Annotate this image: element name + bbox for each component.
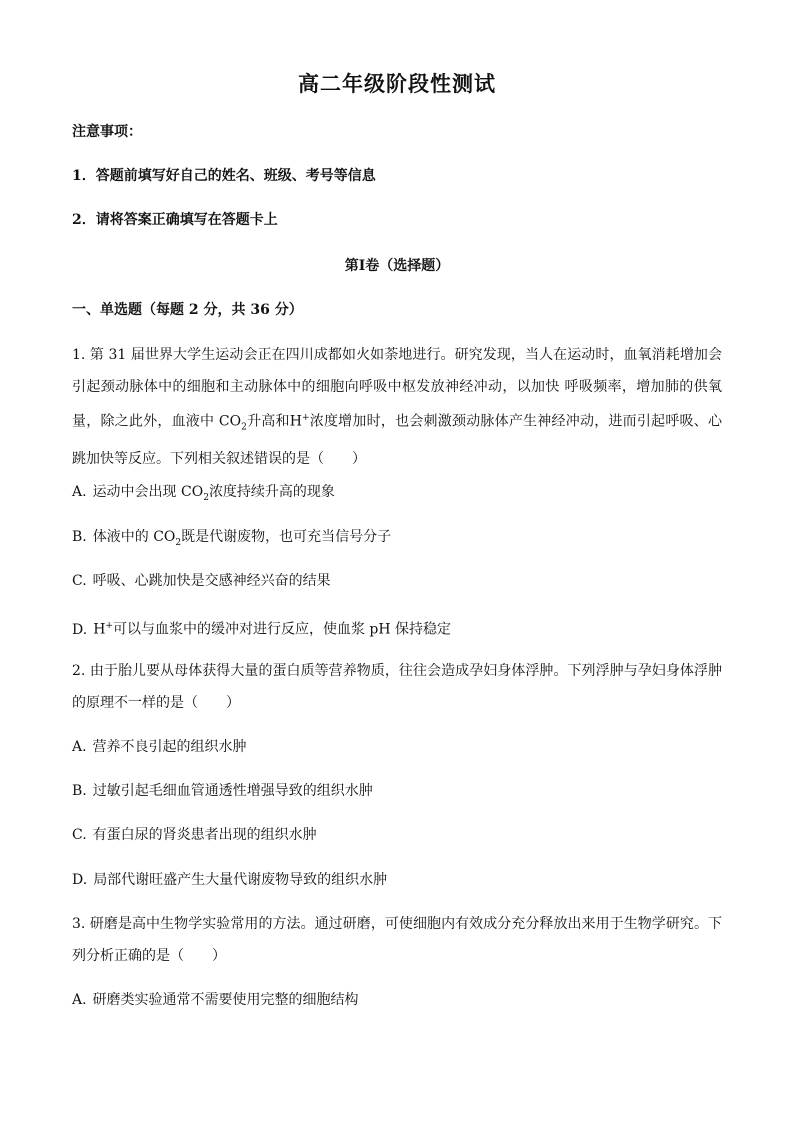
question-2-option-b[interactable]: B. 过敏引起毛细血管通透性增强导致的组织水肿 bbox=[72, 783, 373, 799]
question-2-option-a[interactable]: A. 营养不良引起的组织水肿 bbox=[72, 739, 247, 755]
question-1-option-c[interactable]: C. 呼吸、心跳加快是交感神经兴奋的结果 bbox=[72, 573, 331, 589]
exam-title: 高二年级阶段性测试 bbox=[298, 71, 496, 96]
notice-heading: 注意事项： bbox=[72, 124, 142, 140]
question-1-option-d[interactable]: D. H+可以与血浆中的缓冲对进行反应，使血浆 pH 保持稳定 bbox=[72, 621, 452, 638]
question-3-stem: 3. 研磨是高中生物学实验常用的方法。通过研磨，可使细胞内有效成分充分释放出来用于生物学研究。下列分析正确的是（ ） bbox=[72, 916, 722, 964]
question-3-option-a[interactable]: A. 研磨类实验通常不需要使用完整的细胞结构 bbox=[72, 992, 359, 1008]
section-heading: 一、单选题（每题 2 分，共 36 分） bbox=[72, 302, 303, 318]
notice-item-1: 1．答题前填写好自己的姓名、班级、考号等信息 bbox=[72, 168, 376, 184]
question-1-option-a[interactable]: A. 运动中会出现 $CO_2$浓度持续升高的现象 bbox=[72, 484, 335, 503]
question-2-stem: 2. 由于胎儿要从母体获得大量的蛋白质等营养物质，往往会造成孕妇身体浮肿。下列浮肿与孕妇身体浮肿的原理不一样的是（ ） bbox=[72, 663, 722, 711]
volume-heading: 第I卷（选择题） bbox=[344, 258, 450, 274]
question-2-option-c[interactable]: C. 有蛋白尿的肾炎患者出现的组织水肿 bbox=[72, 827, 317, 843]
notice-item-2: 2．请将答案正确填写在答题卡上 bbox=[72, 212, 278, 228]
question-2-option-d[interactable]: D. 局部代谢旺盛产生大量代谢废物导致的组织水肿 bbox=[72, 872, 388, 888]
question-1-stem: 1. 第 31 届世界大学生运动会正在四川成都如火如荼地进行。研究发现，当人在运动时，血氧消耗增加会引起颈动脉体中的细胞和主动脉体中的细胞向呼吸中枢发放神经冲动，以加快 呼吸频率，增加肺的供氧量，除之此外，血液中 $CO_2$升高和H+浓度增加时，也会刺激颈动脉体产生神经冲动，进而引起呼吸、心跳加快等反应。下列相关叙述错误的是（ ） bbox=[72, 347, 722, 467]
question-1-option-b[interactable]: B. 体液中的 $CO_2$既是代谢废物，也可充当信号分子 bbox=[72, 529, 392, 548]
